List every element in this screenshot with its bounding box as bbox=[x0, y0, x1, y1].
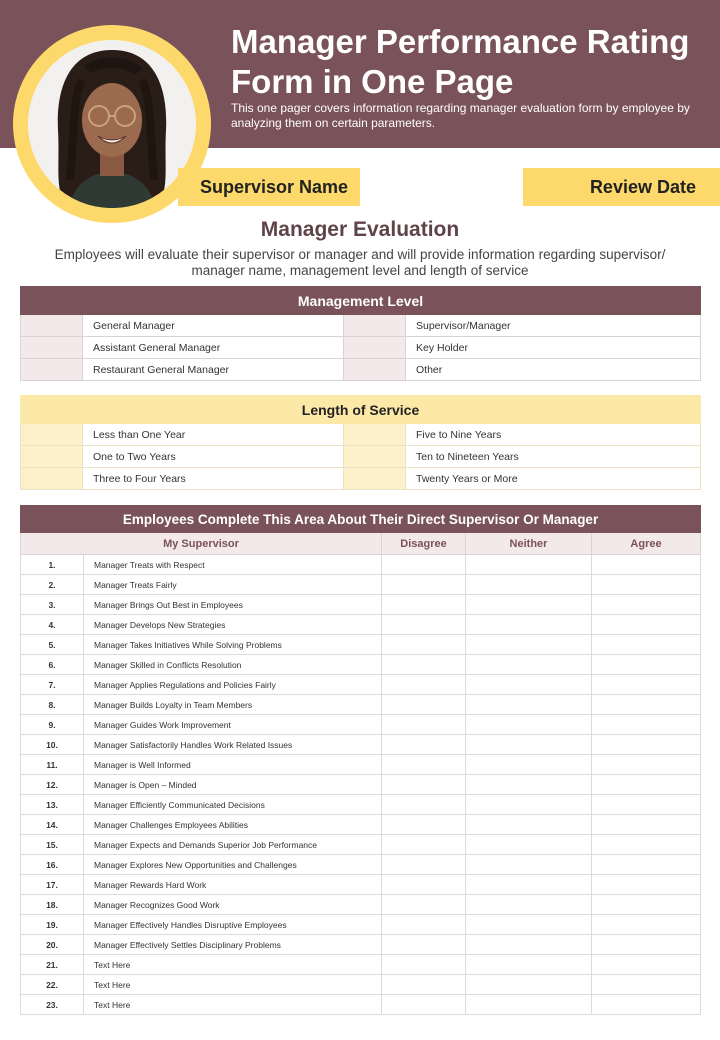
item-statement: Manager is Open – Minded bbox=[84, 775, 382, 795]
section-title: Manager Evaluation bbox=[260, 218, 460, 241]
table-row bbox=[21, 315, 701, 337]
item-statement: Manager Challenges Employees Abilities bbox=[84, 815, 382, 835]
table-row bbox=[21, 855, 701, 875]
item-statement: Text Here bbox=[84, 995, 382, 1015]
length-of-service-table bbox=[20, 395, 701, 490]
option-checkbox[interactable] bbox=[21, 337, 83, 359]
table-row bbox=[21, 635, 701, 655]
rating-disagree-cell[interactable] bbox=[382, 775, 466, 795]
option-label: Five to Nine Years bbox=[406, 424, 701, 446]
rating-disagree-cell[interactable] bbox=[382, 935, 466, 955]
table-row bbox=[21, 915, 701, 935]
section-description: Employees will evaluate their supervisor or manager and will provide information regarding supervisor/ manager name, management level and length of service bbox=[54, 247, 666, 278]
table-row bbox=[21, 695, 701, 715]
rating-neither-cell[interactable] bbox=[466, 855, 592, 875]
item-statement: Manager Recognizes Good Work bbox=[84, 895, 382, 915]
table-row bbox=[21, 337, 701, 359]
option-label: Supervisor/Manager bbox=[406, 315, 701, 337]
rating-neither-cell[interactable] bbox=[466, 635, 592, 655]
item-statement: Text Here bbox=[84, 955, 382, 975]
table-row bbox=[21, 595, 701, 615]
column-neither: Neither bbox=[466, 533, 592, 555]
item-statement: Manager is Well Informed bbox=[84, 755, 382, 775]
rating-disagree-cell[interactable] bbox=[382, 555, 466, 575]
table-row bbox=[21, 815, 701, 835]
rating-neither-cell[interactable] bbox=[466, 615, 592, 635]
rating-neither-cell[interactable] bbox=[466, 655, 592, 675]
rating-agree-cell[interactable] bbox=[592, 955, 701, 975]
item-statement: Manager Brings Out Best in Employees bbox=[84, 595, 382, 615]
table-row bbox=[21, 715, 701, 735]
option-label: Key Holder bbox=[406, 337, 701, 359]
rating-disagree-cell[interactable] bbox=[382, 655, 466, 675]
rating-disagree-cell[interactable] bbox=[382, 615, 466, 635]
table-row bbox=[21, 446, 701, 468]
item-number: 21. bbox=[21, 955, 84, 975]
rating-neither-cell[interactable] bbox=[466, 795, 592, 815]
table-row bbox=[21, 615, 701, 635]
page-title: Manager Performance Rating Form in One Page bbox=[231, 23, 690, 100]
length-of-service-title: Length of Service bbox=[21, 396, 701, 424]
item-statement: Manager Expects and Demands Superior Job Performance bbox=[84, 835, 382, 855]
item-statement: Manager Explores New Opportunities and Challenges bbox=[84, 855, 382, 875]
management-level-title: Management Level bbox=[21, 287, 701, 315]
rating-neither-cell[interactable] bbox=[466, 555, 592, 575]
item-number: 10. bbox=[21, 735, 84, 755]
rating-neither-cell[interactable] bbox=[466, 575, 592, 595]
rating-disagree-cell[interactable] bbox=[382, 795, 466, 815]
item-statement: Text Here bbox=[84, 975, 382, 995]
page-subtitle: This one pager covers information regarding manager evaluation form by employee by analyzing them on certain parameters. bbox=[231, 101, 690, 130]
rating-disagree-cell[interactable] bbox=[382, 915, 466, 935]
rating-neither-cell[interactable] bbox=[466, 695, 592, 715]
item-number: 14. bbox=[21, 815, 84, 835]
option-checkbox[interactable] bbox=[21, 424, 83, 446]
table-row bbox=[21, 468, 701, 490]
rating-agree-cell[interactable] bbox=[592, 975, 701, 995]
rating-agree-cell[interactable] bbox=[592, 695, 701, 715]
option-checkbox[interactable] bbox=[21, 315, 83, 337]
rating-disagree-cell[interactable] bbox=[382, 695, 466, 715]
column-my-supervisor: My Supervisor bbox=[21, 533, 382, 555]
table-row bbox=[21, 359, 701, 381]
table-row bbox=[21, 935, 701, 955]
rating-neither-cell[interactable] bbox=[466, 775, 592, 795]
table-row bbox=[21, 424, 701, 446]
rating-disagree-cell[interactable] bbox=[382, 755, 466, 775]
item-statement: Manager Satisfactorily Handles Work Related Issues bbox=[84, 735, 382, 755]
rating-agree-cell[interactable] bbox=[592, 995, 701, 1015]
item-number: 18. bbox=[21, 895, 84, 915]
rating-agree-cell[interactable] bbox=[592, 895, 701, 915]
item-number: 11. bbox=[21, 755, 84, 775]
rating-agree-cell[interactable] bbox=[592, 635, 701, 655]
rating-disagree-cell[interactable] bbox=[382, 995, 466, 1015]
rating-neither-cell[interactable] bbox=[466, 915, 592, 935]
person-portrait-icon bbox=[28, 40, 196, 208]
rating-agree-cell[interactable] bbox=[592, 615, 701, 635]
item-number: 4. bbox=[21, 615, 84, 635]
table-row bbox=[21, 955, 701, 975]
table-row bbox=[21, 735, 701, 755]
table-row bbox=[21, 675, 701, 695]
item-number: 17. bbox=[21, 875, 84, 895]
rating-agree-cell[interactable] bbox=[592, 835, 701, 855]
table-row bbox=[21, 835, 701, 855]
option-label: General Manager bbox=[83, 315, 344, 337]
rating-agree-cell[interactable] bbox=[592, 595, 701, 615]
option-checkbox[interactable] bbox=[344, 424, 406, 446]
table-row bbox=[21, 795, 701, 815]
option-checkbox[interactable] bbox=[21, 468, 83, 490]
option-checkbox[interactable] bbox=[21, 359, 83, 381]
rating-disagree-cell[interactable] bbox=[382, 955, 466, 975]
rating-disagree-cell[interactable] bbox=[382, 635, 466, 655]
table-row bbox=[21, 895, 701, 915]
review-date-label: Review Date bbox=[523, 168, 720, 206]
rating-disagree-cell[interactable] bbox=[382, 875, 466, 895]
rating-disagree-cell[interactable] bbox=[382, 735, 466, 755]
option-checkbox[interactable] bbox=[344, 446, 406, 468]
item-statement: Manager Applies Regulations and Policies Fairly bbox=[84, 675, 382, 695]
rating-agree-cell[interactable] bbox=[592, 755, 701, 775]
rating-neither-cell[interactable] bbox=[466, 715, 592, 735]
rating-agree-cell[interactable] bbox=[592, 875, 701, 895]
rating-agree-cell[interactable] bbox=[592, 575, 701, 595]
option-label: Three to Four Years bbox=[83, 468, 344, 490]
rating-disagree-cell[interactable] bbox=[382, 835, 466, 855]
evaluation-title: Employees Complete This Area About Their Direct Supervisor Or Manager bbox=[21, 506, 701, 533]
option-checkbox[interactable] bbox=[344, 468, 406, 490]
rating-agree-cell[interactable] bbox=[592, 735, 701, 755]
item-number: 20. bbox=[21, 935, 84, 955]
evaluation-rows bbox=[21, 555, 701, 1015]
item-number: 7. bbox=[21, 675, 84, 695]
rating-disagree-cell[interactable] bbox=[382, 895, 466, 915]
item-number: 19. bbox=[21, 915, 84, 935]
table-row bbox=[21, 655, 701, 675]
option-checkbox[interactable] bbox=[21, 446, 83, 468]
rating-disagree-cell[interactable] bbox=[382, 675, 466, 695]
rating-agree-cell[interactable] bbox=[592, 675, 701, 695]
table-row bbox=[21, 775, 701, 795]
item-statement: Manager Treats with Respect bbox=[84, 555, 382, 575]
option-label: Assistant General Manager bbox=[83, 337, 344, 359]
option-checkbox[interactable] bbox=[344, 359, 406, 381]
item-statement: Manager Builds Loyalty in Team Members bbox=[84, 695, 382, 715]
item-number: 8. bbox=[21, 695, 84, 715]
rating-agree-cell[interactable] bbox=[592, 555, 701, 575]
manager-photo bbox=[28, 40, 196, 208]
item-statement: Manager Rewards Hard Work bbox=[84, 875, 382, 895]
rating-disagree-cell[interactable] bbox=[382, 715, 466, 735]
item-number: 12. bbox=[21, 775, 84, 795]
item-number: 5. bbox=[21, 635, 84, 655]
rating-neither-cell[interactable] bbox=[466, 995, 592, 1015]
item-statement: Manager Treats Fairly bbox=[84, 575, 382, 595]
rating-agree-cell[interactable] bbox=[592, 715, 701, 735]
item-number: 3. bbox=[21, 595, 84, 615]
option-label: Less than One Year bbox=[83, 424, 344, 446]
item-statement: Manager Efficiently Communicated Decisions bbox=[84, 795, 382, 815]
item-statement: Manager Guides Work Improvement bbox=[84, 715, 382, 735]
management-level-table bbox=[20, 286, 701, 381]
option-label: Other bbox=[406, 359, 701, 381]
item-number: 22. bbox=[21, 975, 84, 995]
option-checkbox[interactable] bbox=[344, 337, 406, 359]
table-row bbox=[21, 755, 701, 775]
rating-disagree-cell[interactable] bbox=[382, 595, 466, 615]
rating-disagree-cell[interactable] bbox=[382, 975, 466, 995]
rating-neither-cell[interactable] bbox=[466, 815, 592, 835]
rating-neither-cell[interactable] bbox=[466, 835, 592, 855]
item-statement: Manager Effectively Settles Disciplinary Problems bbox=[84, 935, 382, 955]
rating-agree-cell[interactable] bbox=[592, 935, 701, 955]
item-number: 16. bbox=[21, 855, 84, 875]
item-number: 2. bbox=[21, 575, 84, 595]
rating-disagree-cell[interactable] bbox=[382, 575, 466, 595]
supervisor-evaluation-table bbox=[20, 505, 701, 1015]
table-row bbox=[21, 555, 701, 575]
table-row bbox=[21, 975, 701, 995]
rating-neither-cell[interactable] bbox=[466, 755, 592, 775]
rating-agree-cell[interactable] bbox=[592, 795, 701, 815]
rating-neither-cell[interactable] bbox=[466, 935, 592, 955]
rating-neither-cell[interactable] bbox=[466, 675, 592, 695]
item-number: 15. bbox=[21, 835, 84, 855]
rating-agree-cell[interactable] bbox=[592, 815, 701, 835]
supervisor-name-label: Supervisor Name bbox=[178, 168, 360, 206]
option-label: Ten to Nineteen Years bbox=[406, 446, 701, 468]
item-number: 23. bbox=[21, 995, 84, 1015]
rating-neither-cell[interactable] bbox=[466, 595, 592, 615]
item-statement: Manager Develops New Strategies bbox=[84, 615, 382, 635]
item-statement: Manager Skilled in Conflicts Resolution bbox=[84, 655, 382, 675]
table-row bbox=[21, 875, 701, 895]
rating-neither-cell[interactable] bbox=[466, 735, 592, 755]
option-label: One to Two Years bbox=[83, 446, 344, 468]
rating-disagree-cell[interactable] bbox=[382, 815, 466, 835]
column-agree: Agree bbox=[592, 533, 701, 555]
rating-neither-cell[interactable] bbox=[466, 975, 592, 995]
item-number: 6. bbox=[21, 655, 84, 675]
rating-disagree-cell[interactable] bbox=[382, 855, 466, 875]
table-row bbox=[21, 995, 701, 1015]
option-checkbox[interactable] bbox=[344, 315, 406, 337]
option-label: Restaurant General Manager bbox=[83, 359, 344, 381]
table-row bbox=[21, 575, 701, 595]
rating-agree-cell[interactable] bbox=[592, 855, 701, 875]
item-number: 9. bbox=[21, 715, 84, 735]
item-number: 1. bbox=[21, 555, 84, 575]
rating-neither-cell[interactable] bbox=[466, 895, 592, 915]
item-statement: Manager Takes Initiatives While Solving Problems bbox=[84, 635, 382, 655]
option-label: Twenty Years or More bbox=[406, 468, 701, 490]
item-number: 13. bbox=[21, 795, 84, 815]
rating-neither-cell[interactable] bbox=[466, 875, 592, 895]
rating-neither-cell[interactable] bbox=[466, 955, 592, 975]
rating-agree-cell[interactable] bbox=[592, 655, 701, 675]
rating-agree-cell[interactable] bbox=[592, 775, 701, 795]
item-statement: Manager Effectively Handles Disruptive Employees bbox=[84, 915, 382, 935]
rating-agree-cell[interactable] bbox=[592, 915, 701, 935]
column-disagree: Disagree bbox=[382, 533, 466, 555]
